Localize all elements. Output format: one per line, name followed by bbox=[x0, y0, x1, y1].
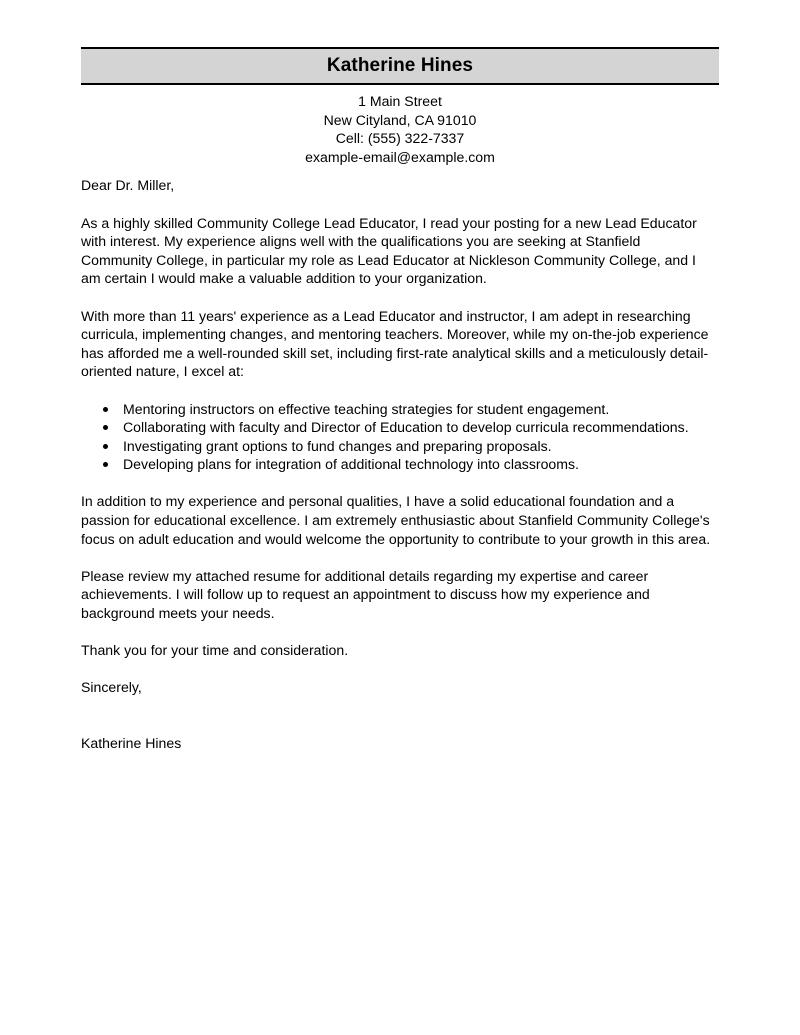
cover-letter-page bbox=[81, 47, 719, 753]
paragraph-intro: As a highly skilled Community College Lead Educator, I read your posting for a new Lead Educator with interest. My experience aligns well with the qualifications you are seeking at Stanfield Community College, in particular my role as Lead Educator at Nickleson Community College, and I am certain I would make a valuable addition to your organization. bbox=[81, 214, 697, 287]
bullet-icon bbox=[103, 425, 108, 430]
list-item: Mentoring instructors on effective teaching strategies for student engagement. bbox=[81, 400, 719, 419]
salutation: Dear Dr. Miller, bbox=[81, 177, 175, 194]
closing: Sincerely, bbox=[81, 679, 142, 696]
contact-block bbox=[81, 92, 719, 166]
name-header-bar bbox=[81, 47, 719, 85]
address-line-2: New Cityland, CA 91010 bbox=[323, 111, 477, 128]
bullet-icon bbox=[103, 444, 108, 449]
address-line-1: 1 Main Street bbox=[358, 93, 442, 109]
paragraph-experience: With more than 11 years' experience as a Lead Educator and instructor, I am adept in researching curricula, implementing changes, and mentoring teachers. Moreover, while my on-the-job experience has afforded me a well-rounded skill set, including first-rate analytical skills and a meticulously detail-oriented nature, I excel at: bbox=[81, 307, 709, 380]
skills-list bbox=[81, 400, 719, 474]
letter-body bbox=[81, 176, 719, 752]
list-item: Collaborating with faculty and Director of Education to develop curricula recommendations. bbox=[81, 418, 719, 437]
paragraph-followup: Please review my attached resume for additional details regarding my expertise and career achievements. I will follow up to request an appointment to discuss how my experience and background meets your needs. bbox=[81, 567, 650, 622]
list-item: Investigating grant options to fund changes and preparing proposals. bbox=[81, 437, 719, 456]
phone-number: Cell: (555) 322-7337 bbox=[335, 130, 465, 147]
bullet-icon bbox=[103, 462, 108, 467]
applicant-name: Katherine Hines bbox=[326, 55, 474, 76]
email-address: example-email@example.com bbox=[305, 148, 495, 165]
bullet-icon bbox=[103, 407, 108, 412]
paragraph-education: In addition to my experience and personal qualities, I have a solid educational foundation and a passion for educational excellence. I am extremely enthusiastic about Stanfield Community College's focus on adult education and would welcome the opportunity to contribute to your growth in this area. bbox=[81, 493, 711, 547]
signature-name: Katherine Hines bbox=[81, 735, 182, 752]
thank-you-line: Thank you for your time and consideration. bbox=[81, 642, 349, 659]
list-item: Developing plans for integration of additional technology into classrooms. bbox=[81, 455, 719, 474]
